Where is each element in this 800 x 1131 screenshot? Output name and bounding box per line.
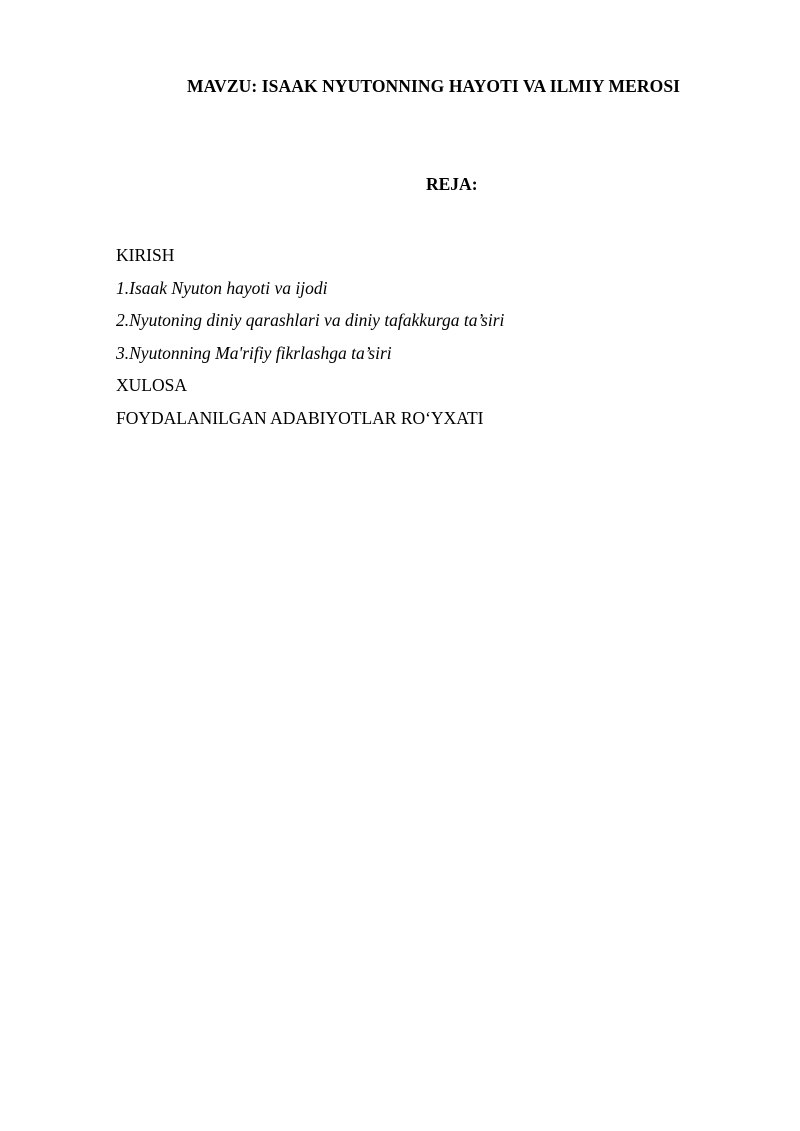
plan-item-conclusion: XULOSA bbox=[116, 375, 187, 396]
plan-item-1: 1.Isaak Nyuton hayoti va ijodi bbox=[116, 277, 328, 298]
plan-item-introduction: KIRISH bbox=[116, 245, 175, 265]
plan-item-references: FOYDALANILGAN ADABIYOTLAR RO‘YXATI bbox=[116, 407, 484, 428]
document-title: MAVZU: ISAAK NYUTONNING HAYOTI VA ILMIY MEROSI bbox=[187, 76, 681, 96]
plan-heading: REJA: bbox=[426, 174, 478, 194]
plan-list bbox=[116, 239, 504, 435]
plan-item-2: 2.Nyutoning diniy qarashlari va diniy tafakkurga ta’siri bbox=[116, 310, 505, 331]
plan-item-3: 3.Nyutonning Ma'rifiy fikrlashga ta’siri bbox=[116, 342, 392, 363]
